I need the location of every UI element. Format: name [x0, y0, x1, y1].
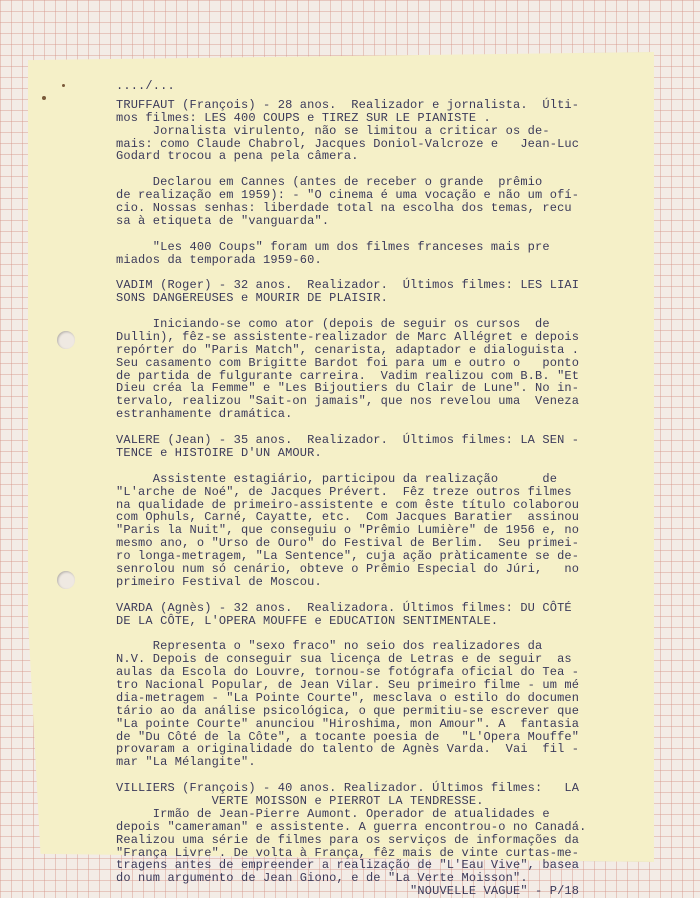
- text-line: depois "cameraman" e assistente. A guerra encontrou-o no Canadá.: [116, 819, 587, 834]
- text-line: Seu casamento com Brigitte Bardot foi para um e outro o ponto: [116, 355, 580, 370]
- text-line: DE LA CÔTE, L'OPERA MOUFFE e EDUCATION SENTIMENTALE.: [116, 613, 499, 628]
- text-line: TRUFFAUT (François) - 28 anos. Realizador e jornalista. Últi-: [116, 97, 580, 112]
- text-line: mos filmes: LES 400 COUPS e TIREZ SUR LE PIANISTE .: [116, 110, 491, 125]
- punch-hole-bottom: [57, 571, 75, 589]
- text-line: TENCE e HISTOIRE D'UN AMOUR.: [116, 445, 322, 460]
- text-line: Assistente estagiário, participou da realização de: [116, 471, 558, 486]
- text-lines: [116, 99, 620, 898]
- text-line: tro Nacional Popular, de Jean Vilar. Seu primeiro filme - um mé: [116, 677, 580, 692]
- text-line: repórter do "Paris Match", cenarista, adaptador e dialoguista .: [116, 342, 580, 357]
- text-line: [116, 228, 620, 241]
- continuation-mark: ..../...: [116, 79, 175, 93]
- text-line: provaram a originalidade do talento de Agnès Varda. Vai fil -: [116, 742, 580, 757]
- text-line: tragens antes de empreender a realização de "L'Eau Vive", basea: [116, 858, 580, 873]
- text-line: mesmo ano, o "Urso de Ouro" do Festival de Berlim. Seu primei-: [116, 536, 580, 551]
- text-line: Irmão de Jean-Pierre Aumont. Operador de atualidades e: [116, 806, 550, 821]
- text-line: primeiro Festival de Moscou.: [116, 574, 322, 589]
- text-line: Declarou em Cannes (antes de receber o grande prêmio: [116, 175, 543, 190]
- text-line: na qualidade de primeiro-assistente e com êste título colaborou: [116, 497, 580, 512]
- text-line: VADIM (Roger) - 32 anos. Realizador. Últimos filmes: LES LIAI: [116, 278, 580, 293]
- text-line: "La pointe Courte" anunciou "Hiroshima, mon Amour". A fantasia: [116, 716, 580, 731]
- text-line: "NOUVELLE VAGUE" - P/18: [116, 884, 580, 898]
- text-line: sa à etiqueta de "vanguarda".: [116, 213, 330, 228]
- text-line: "França Livre". De volta à França, fêz mais de vinte curtas-me-: [116, 845, 580, 860]
- text-line: mais: como Claude Chabrol, Jacques Doniol-Valcroze e Jean-Luc: [116, 136, 580, 151]
- text-line: dia-metragem - "La Pointe Courte", mesclava o estilo do documen: [116, 690, 580, 705]
- text-line: VERTE MOISSON e PIERROT LA TENDRESSE.: [116, 793, 484, 808]
- text-line: VARDA (Agnès) - 32 anos. Realizadora. Últimos filmes: DU CÔTÉ: [116, 600, 572, 615]
- text-line: Jornalista virulento, não se limitou a criticar os de-: [116, 123, 550, 138]
- text-line: Realizou uma série de filmes para os serviços de informações da: [116, 832, 580, 847]
- text-line: de realização em 1959): - "O cinema é uma vocação e não um ofí-: [116, 188, 580, 203]
- text-line: VALERE (Jean) - 35 anos. Realizador. Últimos filmes: LA SEN -: [116, 433, 580, 448]
- text-line: de partida de fulgurante carreira. Vadim realizou com B.B. "Et: [116, 368, 580, 383]
- text-line: Representa o "sexo fraco" no seio dos realizadores da: [116, 639, 543, 654]
- text-line: de "Du Côté de la Côte", a tocante poesia de "L'Opera Mouffe": [116, 729, 580, 744]
- text-line: "L'arche de Noé", de Jacques Prévert. Fêz treze outros filmes: [116, 484, 572, 499]
- text-line: miados da temporada 1959-60.: [116, 252, 322, 267]
- text-line: estranhamente dramática.: [116, 407, 293, 422]
- text-line: [116, 460, 620, 473]
- text-line: Dieu créa la Femme" e "Les Bijoutiers du Clair de Lune". No in-: [116, 381, 580, 396]
- ink-spot: [62, 84, 65, 87]
- text-line: aulas da Escola do Louvre, tornou-se fotógrafa oficial do Tea -: [116, 665, 580, 680]
- text-line: senrolou num só cenário, obteve o Prêmio Especial do Júri, no: [116, 561, 580, 576]
- text-line: com Ophuls, Carné, Cayatte, etc. Com Jacques Baratier assinou: [116, 510, 580, 525]
- text-line: mar "La Mélangite".: [116, 755, 256, 770]
- text-line: [116, 589, 620, 602]
- text-line: tário ao da análise psicológica, o que permitiu-se escrever que: [116, 703, 580, 718]
- text-line: cio. Nossas senhas: liberdade total na escolha dos temas, recu: [116, 201, 572, 216]
- text-line: tervalo, realizou "Sait-on jamais", que nos revelou uma Veneza: [116, 394, 580, 409]
- text-line: do num argumento de Jean Giono, e de "La Verte Moisson".: [116, 871, 528, 886]
- text-line: "Paris la Nuit", que conseguiu o "Prêmio Lumière" de 1956 e, no: [116, 523, 580, 538]
- text-line: Iniciando-se como ator (depois de seguir os cursos de: [116, 317, 550, 332]
- text-line: VILLIERS (François) - 40 anos. Realizador. Últimos filmes: LA: [116, 781, 580, 796]
- text-line: Godard trocou a pena pela câmera.: [116, 149, 359, 164]
- ink-spot: [42, 96, 46, 100]
- text-line: "Les 400 Coups" foram um dos filmes franceses mais pre: [116, 239, 550, 254]
- text-line: SONS DANGEREUSES e MOURIR DE PLAISIR.: [116, 291, 388, 306]
- punch-hole-top: [57, 331, 75, 349]
- typed-text-block: [116, 80, 620, 898]
- text-line: Dullin), fêz-se assistente-realizador de Marc Allégret e depois: [116, 329, 580, 344]
- text-line: ro longa-metragem, "La Sentence", cuja ação pràticamente se de-: [116, 549, 580, 564]
- text-line: N.V. Depois de conseguir sua licença de Letras e de seguir as: [116, 652, 572, 667]
